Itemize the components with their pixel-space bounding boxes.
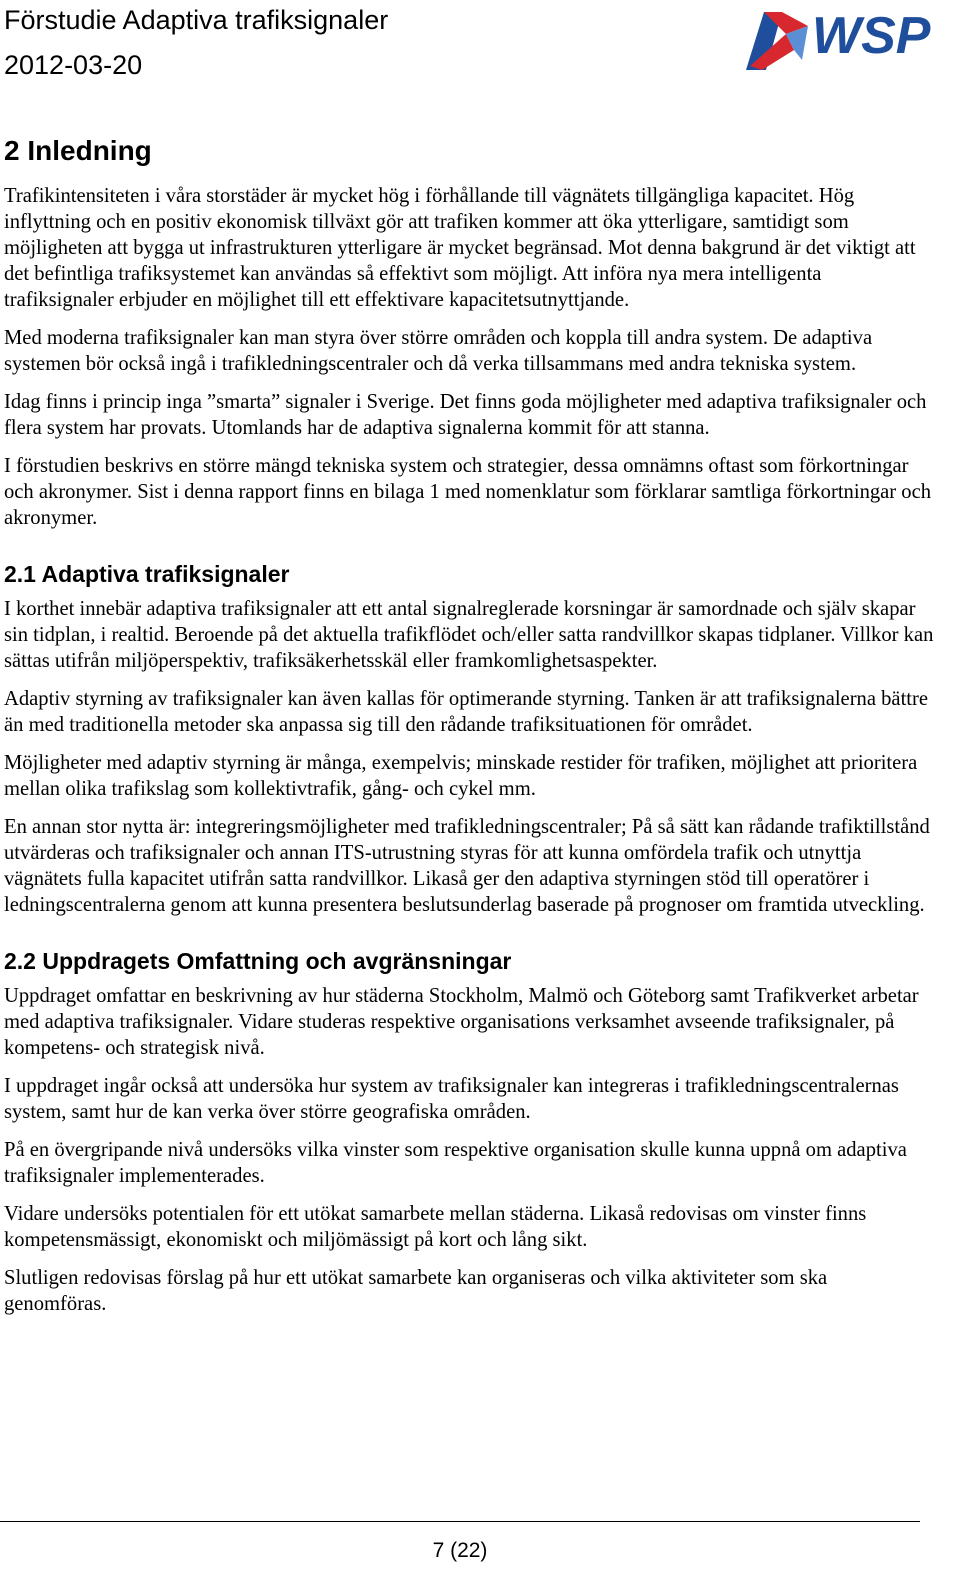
paragraph: Med moderna trafiksignaler kan man styra över större områden och koppla till andra system. De adaptiva systemen bör också ingå i trafikledningscentraler och då verka tillsammans med andra tekniska system. bbox=[4, 327, 873, 375]
paragraph: Trafikintensiteten i våra storstäder är mycket hög i förhållande till vägnätets tillgängliga kapacitet. Hög inflyttning och en positiv ekonomisk tillväxt gör att trafiken kommer att öka ytterligare, samtidigt som möjligheten att bygga ut infrastrukturen ytterligare är mycket begränsad. Mot denna bakgrund är det viktigt att det befintliga trafiksystemet kan användas så effektivt som möjligt. Att införa nya mera intelligenta trafiksignaler erbjuder en möjlighet till ett effektivare kapacitetsutnyttjande. bbox=[4, 185, 916, 311]
footer-divider bbox=[0, 1521, 920, 1522]
subsection-uppdragets-omfattning bbox=[4, 947, 934, 1317]
subsection-adaptiva-trafiksignaler bbox=[4, 560, 934, 918]
paragraph: Möjligheter med adaptiv styrning är många, exempelvis; minskade restider för trafiken, möjlighet att prioritera mellan olika trafikslag som kollektivtrafik, gång- och cykel mm. bbox=[4, 752, 918, 800]
paragraph: På en övergripande nivå undersöks vilka vinster som respektive organisation skulle kunna uppnå om adaptiva trafiksignaler implementerades. bbox=[4, 1139, 907, 1187]
paragraph: I korthet innebär adaptiva trafiksignaler att ett antal signalreglerade korsningar är samordnade och själv skapar sin tidplan, i realtid. Beroende på det aktuella trafikflödet och/eller satta randvillkor skapas tidplaner. Villkor kan sättas utifrån miljöperspektiv, trafiksäkerhetsskäl eller framkomlighetsaspekter. bbox=[4, 598, 934, 672]
subsection-heading: 2.1 Adaptiva trafiksignaler bbox=[4, 561, 290, 587]
wsp-logo bbox=[742, 4, 954, 74]
page-header bbox=[0, 0, 960, 100]
logo-wordmark: WSP bbox=[812, 7, 931, 65]
paragraph: Slutligen redovisas förslag på hur ett utökat samarbete kan organiseras och vilka aktiviteter som ska genomföras. bbox=[4, 1267, 828, 1315]
document-title: Förstudie Adaptiva trafiksignaler bbox=[4, 5, 389, 35]
paragraph: Uppdraget omfattar en beskrivning av hur städerna Stockholm, Malmö och Göteborg samt Trafikverket arbetar med adaptiva trafiksignaler. Vidare studeras respektive organisations verksamhet avseende trafiksignaler, på kompetens- och strategisk nivå. bbox=[4, 985, 919, 1059]
paragraph: Adaptiv styrning av trafiksignaler kan även kallas för optimerande styrning. Tanken är att trafiksignalerna bättre än med traditionella metoder ska anpassa sig till den rådande trafiksituationen för området. bbox=[4, 688, 929, 736]
paragraph: Idag finns i princip inga ”smarta” signaler i Sverige. Det finns goda möjligheter med adaptiva trafiksignaler och flera system har provats. Utomlands har de adaptiva signalerna kommit för att stanna. bbox=[4, 391, 927, 439]
paragraph: En annan stor nytta är: integreringsmöjligheter med trafikledningscentraler; På så sätt kan rådande trafiktillstånd utvärderas och trafiksignaler och annan ITS-utrustning styras för att kunna omfördela trafik och utnyttja vägnätets fulla kapacitet utifrån satta randvillkor. Likaså ger den adaptiva styrningen stöd till operatörer i ledningscentralerna genom att kunna presentera beslutsunderlag baserade på prognoser om framtida utveckling. bbox=[4, 816, 930, 916]
page-content bbox=[4, 134, 934, 1329]
paragraph: Vidare undersöks potentialen för ett utökat samarbete mellan städerna. Likaså redovisas om vinster finns kompetensmässigt, ekonomiskt och miljömässigt på kort och lång sikt. bbox=[4, 1203, 867, 1251]
section-heading-inledning: 2 Inledning bbox=[4, 135, 152, 166]
paragraph: I uppdraget ingår också att undersöka hur system av trafiksignaler kan integreras i trafikledningscentralernas system, samt hur de kan verka över större geografiska områden. bbox=[4, 1075, 899, 1123]
paragraph: I förstudien beskrivs en större mängd tekniska system och strategier, dessa omnämns oftast som förkortningar och akronymer. Sist i denna rapport finns en bilaga 1 med nomenklatur som förklarar samtliga förkortningar och akronymer. bbox=[4, 455, 932, 529]
document-date: 2012-03-20 bbox=[4, 50, 143, 80]
subsection-heading: 2.2 Uppdragets Omfattning och avgränsningar bbox=[4, 948, 512, 974]
page-number: 7 (22) bbox=[432, 1539, 488, 1562]
